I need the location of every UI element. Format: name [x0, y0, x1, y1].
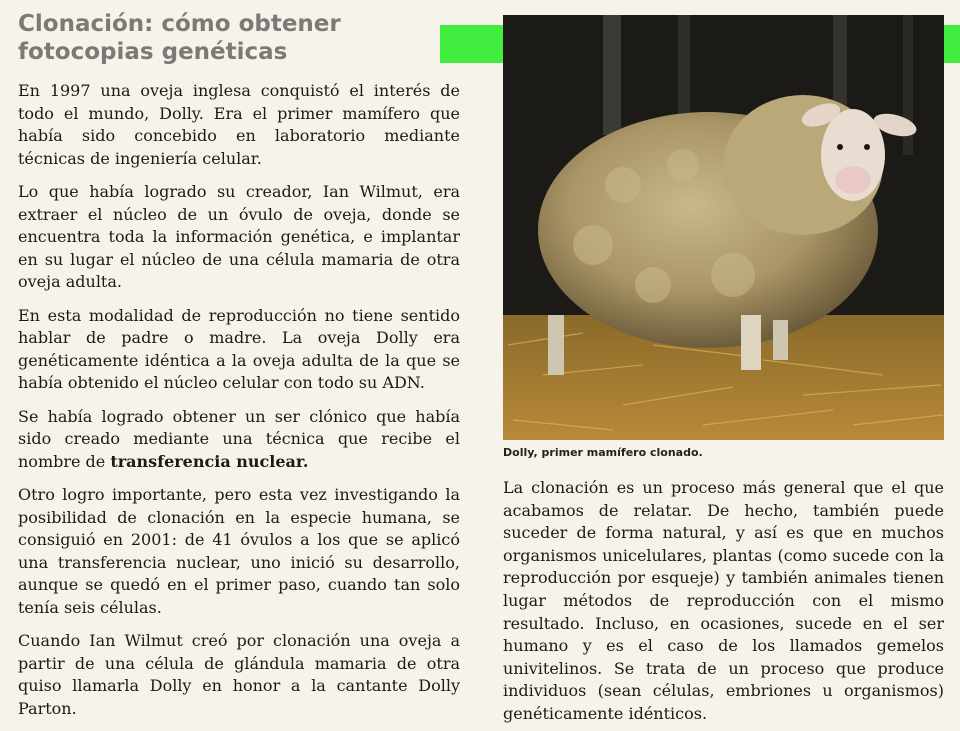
paragraph-4 — [18, 406, 460, 474]
page-title: Clonación: cómo obtener fotocopias genéticas — [18, 11, 341, 65]
paragraph-6: Cuando Ian Wilmut creó por clonación una oveja a partir de una célula de glándula mamaria de otra quiso llamarla Dolly en honor a la cantante Dolly Parton. — [18, 631, 460, 718]
figure-caption: Dolly, primer mamífero clonado. — [503, 446, 703, 459]
right-text-column — [503, 477, 944, 726]
paragraph-2: Lo que había logrado su creador, Ian Wilmut, era extraer el núcleo de un óvulo de oveja, donde se encuentra toda la información genética, e implantar en su lugar el núcleo de una célula mamaria de otra oveja adulta. — [18, 182, 460, 291]
paragraph-1: En 1997 una oveja inglesa conquistó el interés de todo el mundo, Dolly. Era el primer mamífero que había sido concebido en laboratorio mediante técnicas de ingeniería celular. — [18, 81, 460, 168]
term-nuclear-transfer: transferencia nuclear. — [110, 451, 309, 471]
paragraph-5: Otro logro importante, pero esta vez investigando la posibilidad de clonación en la especie humana, se consiguió en 2001: de 41 óvulos a los que se aplicó una transferencia nuclear, uno inició su desarrollo, aunque se quedó en el primer paso, cuando tan solo tenía seis células. — [18, 485, 460, 617]
paragraph-4-text: Se había logrado obtener un ser clónico que había sido creado mediante una técnica que recibe el nombre de — [18, 406, 460, 471]
left-text-column — [18, 80, 460, 731]
dolly-sheep-photo — [503, 15, 944, 440]
paragraph-7: La clonación es un proceso más general que el que acabamos de relatar. De hecho, también puede suceder de forma natural, y así es que en muchos organismos unicelulares, plantas (como sucede con la reproducción por esqueje) y también animales tienen lugar métodos de reproducción con el mismo resultado. Incluso, en ocasiones, sucede en el ser humano y es el caso de los llamados gemelos univitelinos. Se trata de un proceso que produce individuos (sean células, embriones u organismos) genéticamente idénticos. — [503, 478, 944, 723]
paragraph-3: En esta modalidad de reproducción no tiene sentido hablar de padre o madre. La oveja Dolly era genéticamente idéntica a la oveja adulta de la que se había obtenido el núcleo celular con todo su ADN. — [18, 305, 460, 392]
